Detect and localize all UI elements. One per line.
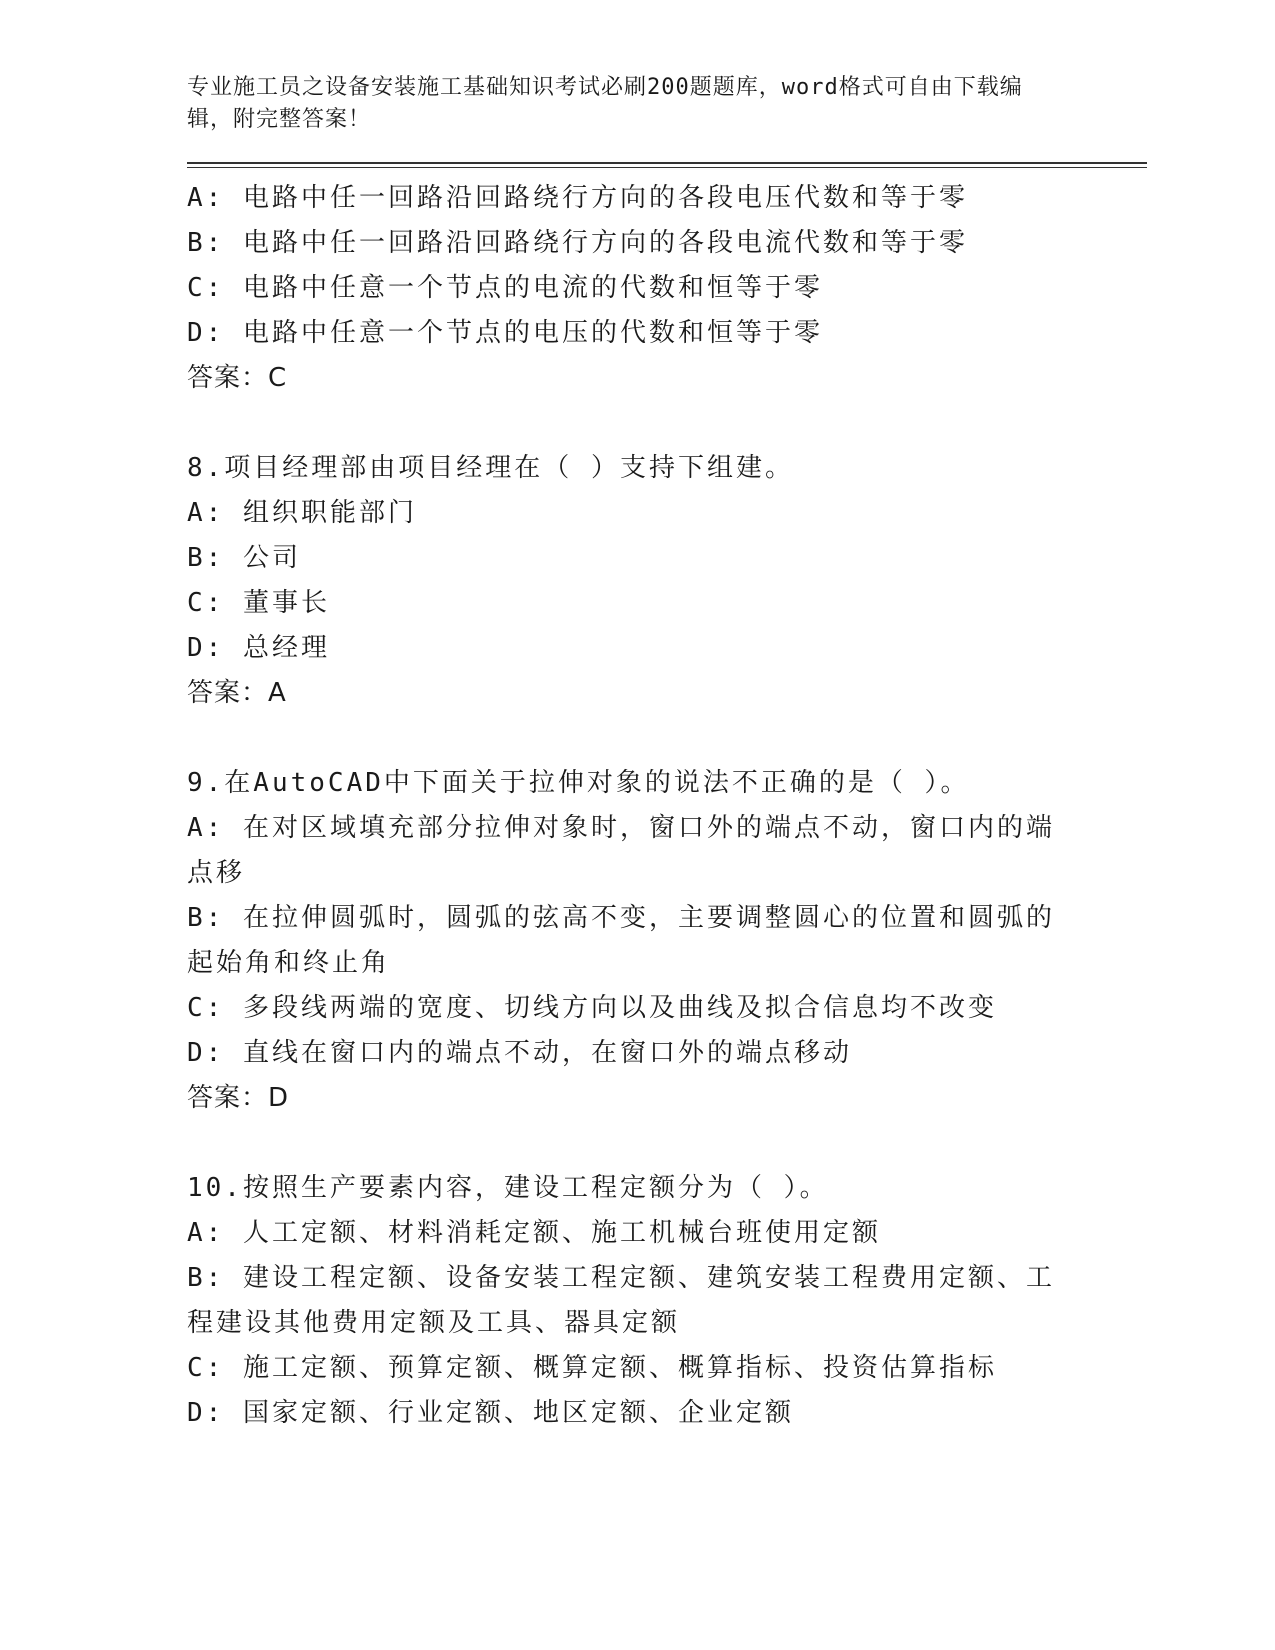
q7-answer: 答案：C xyxy=(187,363,288,393)
q8-question: 8.项目经理部由项目经理在（ ）支持下组建。 xyxy=(187,453,794,483)
q9-answer: 答案：D xyxy=(187,1083,290,1113)
q10-option-b: B: 建设工程定额、设备安装工程定额、建筑安装工程费用定额、工程建设其他费用定额及工具、器具定额 xyxy=(187,1263,1055,1338)
document-header: 专业施工员之设备安装施工基础知识考试必刷200题题库，word格式可自由下载编辑，附完整答案！ xyxy=(187,75,1023,132)
q7-option-a: A: 电路中任一回路沿回路绕行方向的各段电压代数和等于零 xyxy=(187,183,968,213)
q7-option-b: B: 电路中任一回路沿回路绕行方向的各段电流代数和等于零 xyxy=(187,228,968,258)
q8-option-c: C: 董事长 xyxy=(187,588,330,618)
q10-question: 10.按照生产要素内容，建设工程定额分为（ ）。 xyxy=(187,1173,829,1203)
q7-option-d: D: 电路中任意一个节点的电压的代数和恒等于零 xyxy=(187,318,823,348)
q10-option-c: C: 施工定额、预算定额、概算定额、概算指标、投资估算指标 xyxy=(187,1353,997,1383)
question-10-block xyxy=(187,1166,1147,1436)
q9-option-d: D: 直线在窗口内的端点不动，在窗口外的端点移动 xyxy=(187,1038,852,1068)
q8-option-a: A: 组织职能部门 xyxy=(187,498,417,528)
q10-option-d: D: 国家定额、行业定额、地区定额、企业定额 xyxy=(187,1398,794,1428)
question-7-block xyxy=(187,176,1147,401)
q7-option-c: C: 电路中任意一个节点的电流的代数和恒等于零 xyxy=(187,273,823,303)
q10-option-a: A: 人工定额、材料消耗定额、施工机械台班使用定额 xyxy=(187,1218,881,1248)
question-8-block xyxy=(187,446,1147,716)
q8-answer: 答案：A xyxy=(187,678,287,708)
q9-option-b: B: 在拉伸圆弧时，圆弧的弦高不变，主要调整圆心的位置和圆弧的起始角和终止角 xyxy=(187,903,1055,978)
q9-option-c: C: 多段线两端的宽度、切线方向以及曲线及拟合信息均不改变 xyxy=(187,993,997,1023)
document-page xyxy=(187,72,1147,1436)
header-divider xyxy=(187,162,1147,168)
question-list xyxy=(187,176,1147,1436)
question-9-block xyxy=(187,761,1147,1121)
q8-option-d: D: 总经理 xyxy=(187,633,330,663)
q9-option-a: A: 在对区域填充部分拉伸对象时，窗口外的端点不动，窗口内的端点移 xyxy=(187,813,1055,888)
q8-option-b: B: 公司 xyxy=(187,543,301,573)
q9-question: 9.在AutoCAD中下面关于拉伸对象的说法不正确的是（ ）。 xyxy=(187,768,970,798)
